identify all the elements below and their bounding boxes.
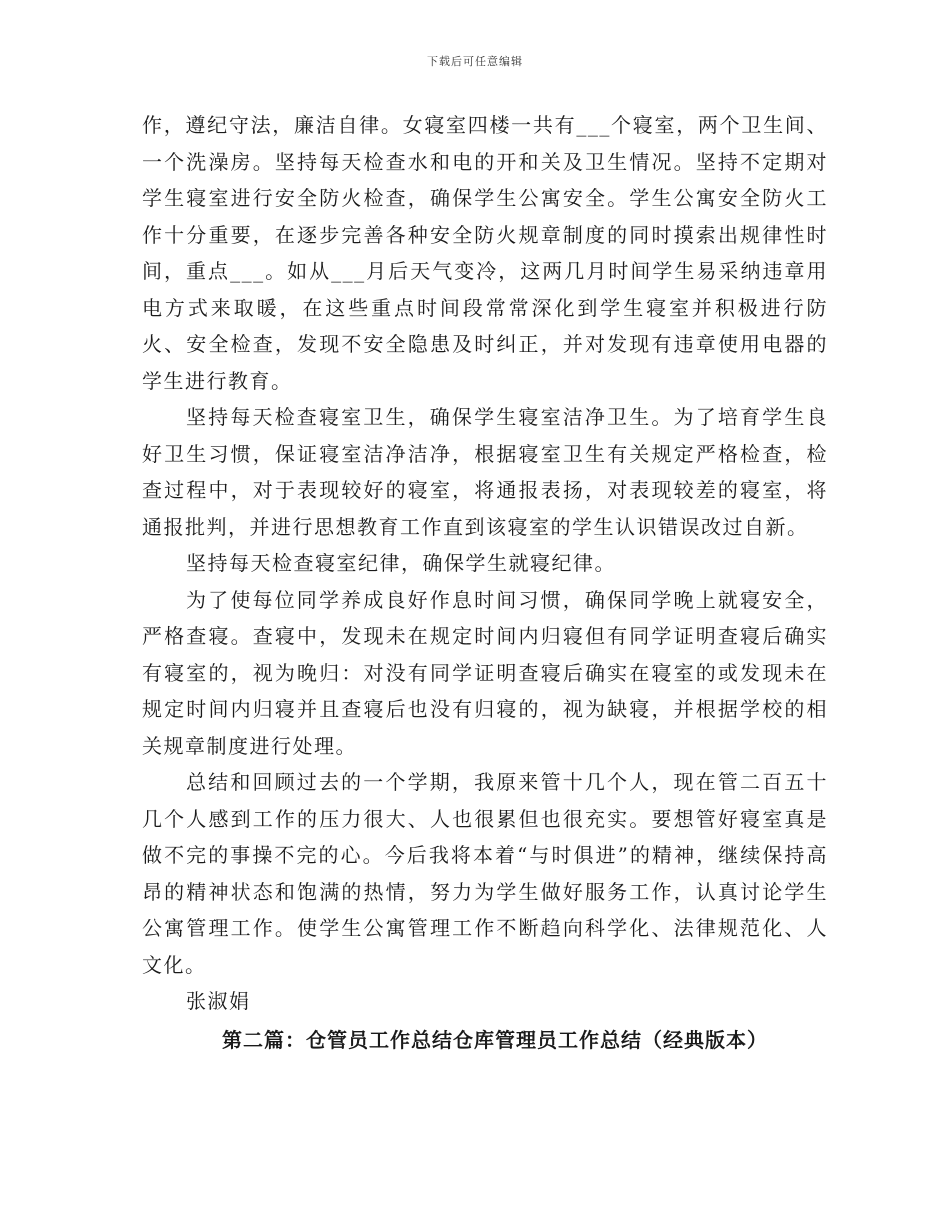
page-header: 下载后可任意编辑 [427, 55, 523, 68]
paragraph-summary: 总结和回顾过去的一个学期，我原来管十几个人，现在管二百五十几个人感到工作的压力很大、人也很累但也很充实。要想管好寝室真是做不完的事操不完的心。今后我将本着“与时俱进”的精神，继续保持高昂的精神状态和饱满的热情，努力为学生做好服务工作，认真讨论学生公寓管理工作。使学生公寓管理工作不断趋向科学化、法律规范化、人文化。 [142, 770, 828, 977]
paragraph-hygiene: 坚持每天检查寝室卫生，确保学生寝室洁净卫生。为了培育学生良好卫生习惯，保证寝室洁净洁净，根据寝室卫生有关规定严格检查，检查过程中，对于表现较好的寝室，将通报表扬，对表现较差的寝室，将通报批判，并进行思想教育工作直到该寝室的学生认识错误改过自新。 [142, 405, 828, 539]
section-heading: 第二篇：仓管员工作总结仓库管理员工作总结（经典版本） [222, 1027, 768, 1052]
paragraph-discipline: 坚持每天检查寝室纪律，确保学生就寝纪律。 [186, 551, 616, 575]
paragraph-continued: 作，遵纪守法，廉洁自律。女寝室四楼一共有___个寝室，两个卫生间、一个洗澡房。坚持每天检查水和电的开和关及卫生情况。坚持不定期对学生寝室进行安全防火检查，确保学生公寓安全。学生公寓安全防火工作十分重要，在逐步完善各种安全防火规章制度的同时摸索出规律性时间，重点___。如从___月后天气变冷，这两几月时间学生易采纳违章用电方式来取暖，在这些重点时间段常常深化到学生寝室并积极进行防火、安全检查，发现不安全隐患及时纠正，并对发现有违章使用电器的学生进行教育。 [142, 113, 828, 393]
paragraph-bed-check: 为了使每位同学养成良好作息时间习惯，确保同学晚上就寝安全，严格查寝。查寝中，发现未在规定时间内归寝但有同学证明查寝后确实有寝室的，视为晚归：对没有同学证明查寝后确实在寝室的或发现未在规定时间内归寝并且查寝后也没有归寝的，视为缺寝，并根据学校的相关规章制度进行处理。 [142, 587, 828, 758]
document-body [142, 107, 828, 1058]
author-signature: 张淑娟 [186, 989, 251, 1013]
